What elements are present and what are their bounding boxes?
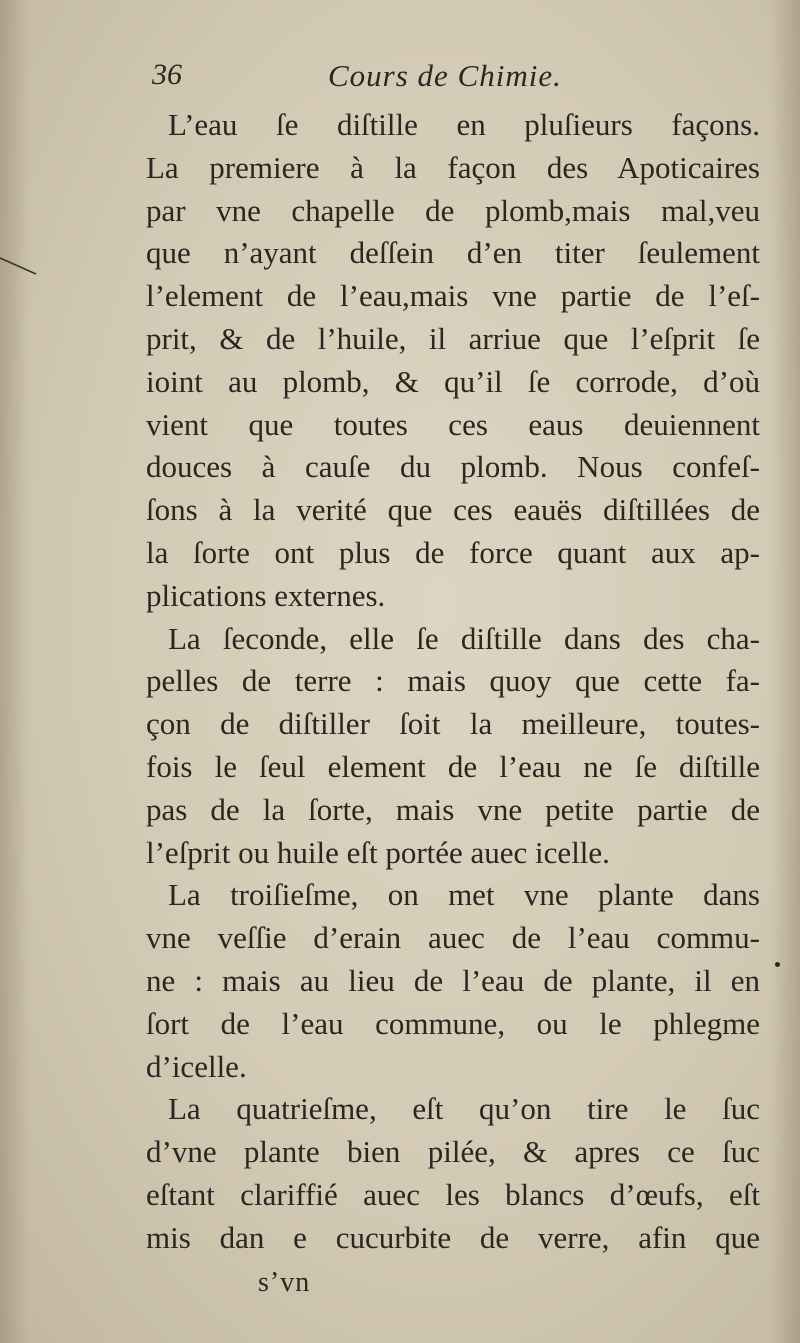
text-line: vne veſſie d’erain auec de l’eau commu- [146, 920, 760, 956]
catchword: s’vn [258, 1267, 311, 1298]
text-line: plications externes. [146, 577, 386, 613]
text-line: eſtant clariffié auec les blancs d’œufs, eſt [146, 1176, 760, 1212]
text-line: par vne chapelle de plomb,mais mal,veu [146, 192, 760, 228]
text-line: La premiere à la façon des Apoticaires [146, 149, 760, 185]
page-edge-shadow-left [0, 0, 30, 1343]
text-line: çon de diſtiller ſoit la meilleure, toutes- [146, 706, 760, 742]
text-line: La troiſieſme, on met vne plante dans [168, 877, 760, 913]
text-line: l’eſprit ou huile eſt portée auec icelle. [146, 834, 610, 870]
running-title: Cours de Chimie. [328, 58, 562, 93]
text-line: l’element de l’eau,mais vne partie de l’eſ- [146, 278, 760, 314]
text-line: L’eau ſe diſtille en pluſieurs façons. [168, 107, 760, 142]
text-line: ne : mais au lieu de l’eau de plante, il en [146, 962, 760, 998]
text-line: que n’ayant deſſein d’en titer ſeulement [146, 235, 760, 271]
margin-stroke-mark [0, 238, 46, 278]
page-edge-shadow-right [770, 0, 800, 1343]
margin-dot-mark [775, 962, 780, 967]
running-head [152, 58, 772, 102]
text-line: prit, & de l’huile, il arriue que l’eſprit ſe [146, 320, 760, 356]
body-text [146, 104, 760, 1260]
text-line: la ſorte ont plus de force quant aux ap- [146, 534, 760, 570]
text-line: ſons à la verité que ces eauës diſtillées de [146, 492, 760, 528]
text-line: pelles de terre : mais quoy que cette fa- [146, 663, 760, 699]
text-line: douces à cauſe du plomb. Nous confeſ- [146, 449, 760, 485]
text-line: d’icelle. [146, 1048, 247, 1084]
page-number: 36 [152, 58, 182, 91]
text-line: ioint au plomb, & qu’il ſe corrode, d’où [146, 363, 760, 399]
text-line: La quatrieſme, eſt qu’on tire le ſuc [168, 1091, 760, 1127]
text-line: pas de la ſorte, mais vne petite partie de [146, 791, 760, 827]
text-line: ſort de l’eau commune, ou le phlegme [146, 1005, 760, 1041]
text-line: La ſeconde, elle ſe diſtille dans des cha- [168, 620, 760, 656]
text-line: vient que toutes ces eaus deuiennent [146, 406, 760, 442]
text-line: fois le ſeul element de l’eau ne ſe diſtille [146, 748, 760, 784]
text-line: mis dan e cucurbite de verre, afin que [146, 1219, 760, 1255]
text-line: d’vne plante bien pilée, & apres ce ſuc [146, 1134, 760, 1170]
